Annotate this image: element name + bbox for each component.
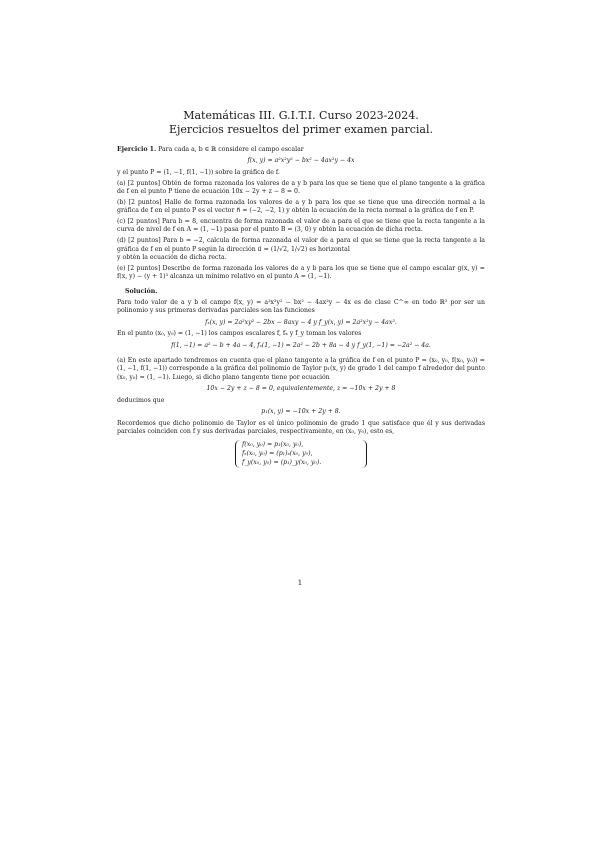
solution-paragraph-2: En el punto (x₀, y₀) = (1, −1) los campos escalares f, fₓ y f_y toman los valores bbox=[117, 330, 362, 338]
field-equation: f(x, y) = a²x²y² − bx² − 4ax²y − 4x bbox=[247, 157, 355, 165]
exercise-heading: Ejercicio 1. bbox=[117, 146, 157, 153]
taylor-equation: p₁(x, y) = −10x + 2y + 8. bbox=[261, 408, 341, 416]
title-line-1: Matemáticas III. G.I.T.I. Curso 2023-2024. bbox=[183, 109, 419, 122]
plane-equation: 10x − 2y + z − 8 = 0, equivalentemente, z = −10x + 2y + 8 bbox=[206, 385, 396, 393]
part-c: (c) [2 puntos] Para b = 8, encuentra de forma razonada el valor de a para el que se tiene que la recta tangente a la curva de nivel de f en A = (1, −1) pasa por el punto B = (3, 0) y obtén la ecuación de dicha recta. bbox=[117, 218, 485, 234]
title-line-2: Ejercicios resueltos del primer examen parcial. bbox=[168, 123, 434, 136]
part-b: (b) [2 puntos] Halle de forma razonada los valores de a y b para los que se tiene que una dirección normal a la gráfica de f en el punto P es el vector n⃗ = (−2, −2, 1) y obtén la ecuación de la recta normal a la gráfica de f en P. bbox=[117, 198, 485, 215]
equation-system bbox=[235, 440, 367, 468]
system-line-2: fₓ(x₀, y₀) = (p₁)ₓ(x₀, y₀), bbox=[242, 449, 313, 457]
title-block bbox=[117, 109, 485, 137]
page-number: 1 bbox=[297, 579, 303, 587]
part-a: (a) [2 puntos] Obtén de forma razonada los valores de a y b para los que se tiene que el plano tangente a la gráfica de f en el punto P tiene de ecuación 10x − 2y + z − 8 = 0. bbox=[117, 179, 485, 196]
point-line: y el punto P = (1, −1, f(1, −1)) sobre la gráfica de f. bbox=[117, 168, 280, 176]
solution-paragraph-3: (a) En este apartado tendremos en cuenta que el plano tangente a la gráfica de f en el punto P = (x₀, y₀, f(x₀, y₀)) = (1, −1, f(1, −1)) corresponde a la gráfica del polinomio de Taylor p₁(x, y) de grado 1 del campo f alrededor del punto (x₀, y₀) = (1, −1). Luego, si dicho plano tangente tiene por ecuación bbox=[117, 357, 485, 381]
derivatives-equation: fₓ(x, y) = 2a²xy² − 2bx − 8axy − 4 y f_y(x, y) = 2a²x²y − 4ax². bbox=[205, 318, 397, 326]
system-line-3: f_y(x₀, y₀) = (p₁)_y(x₀, y₀). bbox=[242, 458, 322, 466]
solution-paragraph-5: Recordemos que dicho polinomio de Taylor es el único polinomio de grado 1 que satisface que él y sus derivadas parciales coinciden con f y sus derivadas parciales, respectivamente, en (x₀, y₀), esto es, bbox=[117, 419, 485, 435]
values-equation: f(1, −1) = a² − b + 4a − 4, fₓ(1, −1) = 2a² − 2b + 8a − 4 y f_y(1, −1) = −2a² − 4a. bbox=[171, 341, 431, 349]
page-content bbox=[117, 109, 485, 468]
exercise-intro bbox=[117, 146, 485, 154]
part-d-line-2: y obtén la ecuación de dicha recta. bbox=[117, 254, 227, 262]
system-line-1: f(x₀, y₀) = p₁(x₀, y₀), bbox=[242, 441, 304, 449]
exercise-intro-text: Para cada a, b ∈ ℝ considere el campo escalar bbox=[158, 146, 304, 153]
part-d-line-1: (d) [2 puntos] Para b = −2, calcula de forma razonada el valor de a para el que se tiene que la recta tangente a la gráfica de f en el punto P según la dirección u⃗ = (1/√2, 1/√2) es horizontal bbox=[117, 237, 485, 253]
solution-paragraph-4: deducimos que bbox=[117, 396, 165, 404]
part-e: (e) [2 puntos] Describe de forma razonada los valores de a y b para los que se tiene que el campo escalar g(x, y) = f(x, y) − (y + 1)³ alcanza un mínimo relativo en el punto A = (1, −1). bbox=[117, 264, 485, 281]
solution-paragraph-1: Para todo valor de a y b el campo f(x, y) = a²x²y² − bx² − 4ax²y − 4x es de clase C^∞ en todo ℝ² por ser un polinomio y sus primeras derivadas parciales son las funciones bbox=[117, 299, 485, 315]
solution-heading: Solución. bbox=[125, 287, 158, 295]
